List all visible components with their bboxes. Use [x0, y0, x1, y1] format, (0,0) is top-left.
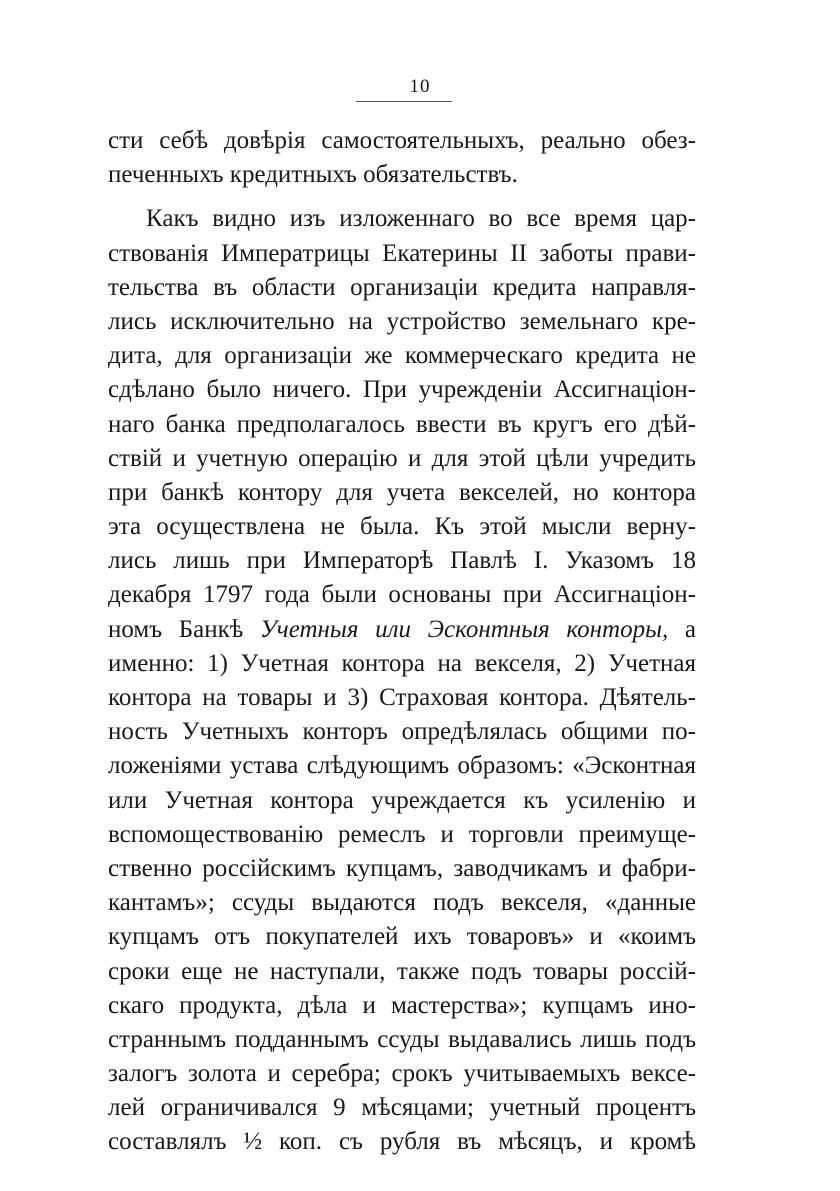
text-line: сти себѣ довѣрія самостоятельныхъ, реально обез-	[108, 127, 696, 154]
text-fragment: а	[668, 615, 696, 643]
text-line: декабря 1797 года были основаны при Ассигнаціон-	[108, 581, 696, 609]
text-line: скаго продукта, дѣла и мастерства»; купцамъ ино-	[108, 991, 696, 1019]
text-fragment: номъ Банкѣ	[108, 615, 260, 643]
text-line: ствій и учетную операцію и для этой цѣли учредить	[108, 444, 696, 472]
text-line: страннымъ подданнымъ ссуды выдавались лишь подъ	[108, 1025, 696, 1053]
text-line: печенныхъ кредитныхъ обязательствъ.	[108, 161, 518, 189]
paragraph-gap	[108, 192, 696, 202]
text-line: залогъ золота и серебра; срокъ учитываемыхъ вексе-	[108, 1060, 696, 1088]
text-line: сроки еще не наступали, также подъ товары россій-	[108, 957, 696, 985]
italic-emphasis: Учетныя или Эсконтныя конторы,	[259, 615, 669, 643]
text-line: тельства въ области организаціи кредита направля-	[108, 273, 696, 301]
text-line: сдѣлано было ничего. При учрежденіи Ассигнаціон-	[108, 376, 696, 404]
text-line: ственно россійскимъ купцамъ, заводчикамъ и фабри-	[108, 854, 696, 882]
text-line: Какъ видно изъ изложеннаго во все время цар-	[146, 205, 696, 233]
text-line-with-italic	[108, 613, 696, 647]
text-line: наго банка предполагалось ввести въ кругъ его дѣй-	[108, 410, 696, 438]
text-line: контора на товары и 3) Страховая контора. Дѣятель-	[108, 684, 696, 711]
paragraph-2	[108, 202, 696, 1159]
page-number: 10	[409, 76, 431, 97]
header-rule	[356, 101, 452, 102]
text-line: или Учетная контора учреждается къ усиленію и	[108, 786, 696, 814]
text-line: эта осуществлена не была. Къ этой мысли верну-	[108, 513, 696, 541]
paragraph-1	[108, 124, 696, 192]
text-line: лись лишь при Императорѣ Павлѣ I. Указомъ 18	[108, 547, 696, 575]
text-line: ность Учетныхъ конторъ опредѣлялась общими по-	[108, 718, 696, 746]
text-line: вспомоществованію ремеслъ и торговли преимуще-	[108, 820, 696, 848]
text-line: купцамъ отъ покупателей ихъ товаровъ» и «коимъ	[108, 923, 696, 951]
body-text	[108, 124, 696, 1160]
text-line: дита, для организаціи же коммерческаго кредита не	[108, 342, 696, 370]
text-line: лей ограничивался 9 мѣсяцами; учетный процентъ	[108, 1094, 696, 1122]
text-line: ложеніями устава слѣдующимъ образомъ: «Эсконтная	[108, 752, 696, 780]
text-line: при банкѣ контору для учета векселей, но контора	[108, 478, 696, 506]
text-line: ствованія Императрицы Екатерины II заботы прави-	[108, 239, 696, 267]
text-line: именно: 1) Учетная контора на векселя, 2) Учетная	[108, 649, 696, 677]
text-line: кантамъ»; ссуды выдаются подъ векселя, «данные	[108, 889, 696, 917]
text-line: составлялъ ½ коп. съ рубля въ мѣсяцъ, и кромѣ	[108, 1128, 696, 1156]
text-line: лись исключительно на устройство земельнаго кре-	[108, 307, 696, 335]
